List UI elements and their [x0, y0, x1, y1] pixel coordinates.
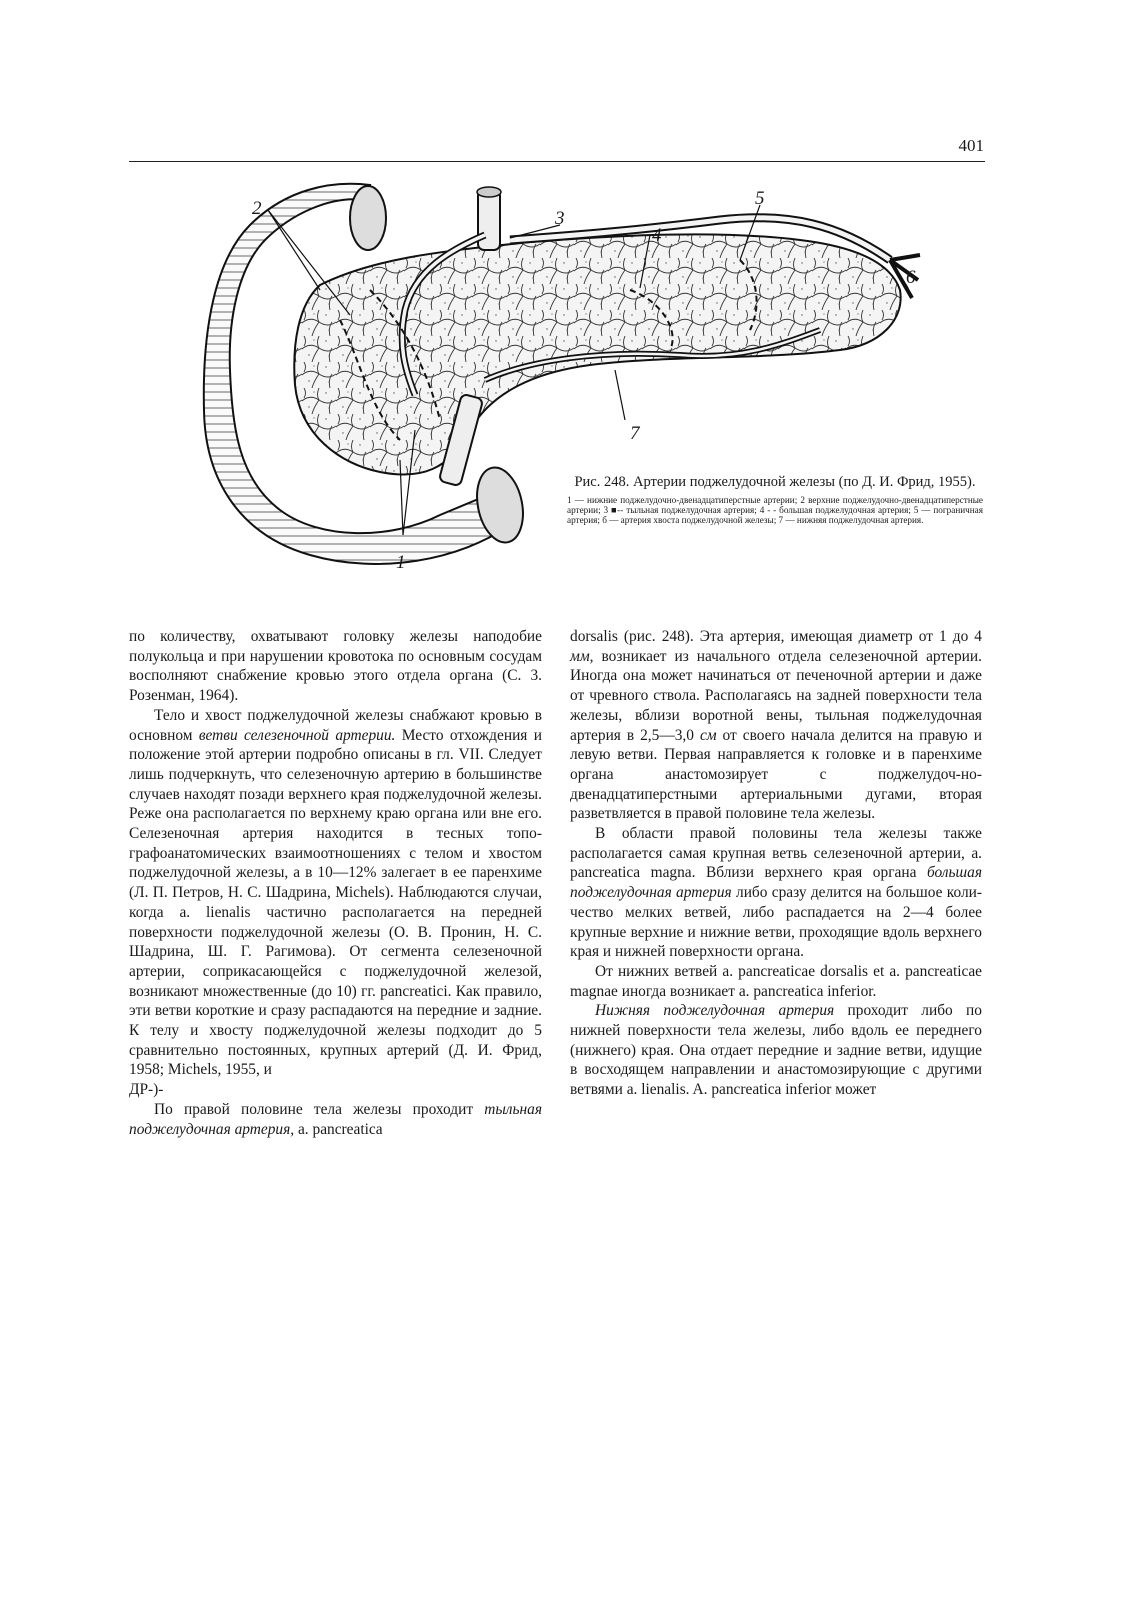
- text-run: Место отхождения и положение этой артерии подробно описаны в гл. VII. Следует лишь подчеркнуть, что селезеночную артерию в большинстве случаев находят позади верхнего края поджелудочной железы. Реже она располагается по верхнему краю органа или вне его. Селезеночная артерия находится в тесных топо-графоанатомических взаимоотношениях с телом и хвостом поджелудочной железы, а в 10—12% залегает в ее паренхиме (Л. П. Петров, Н. С. Шадрина, Michels). Наблюдаются случаи, когда a. lienalis частично располагается на передней поверхности поджелудочной железы (О. В. Пронин, Н. С. Шадрина, Ш. Г. Рагимова). От сегмента селезеночной артерии, соприкасающейся с поджелудочной железой, возникают множественные (до 10) гг. pancreatici. Как правило, эти ветви короткие и сразу распадаются на передние и задние. К телу и хвосту поджелудочной железы подходит до 5 сравнительно постоянных, крупных артерий (Д. И. Фрид, 1958; Michels, 1955, и: [129, 726, 542, 1079]
- figure-label-2: 2: [252, 198, 262, 219]
- text-run: от своего начала делится на правую и левую ветви. Первая направляется к головке и в паренхиме органа анастомозирует с поджелудоч-но-двенадцатиперстными артериальными дугами, вторая разветвляется в правой половине тела железы.: [570, 726, 982, 823]
- figure-label-7: 7: [630, 423, 640, 444]
- text-run: dorsalis (рис. 248). Эта артерия, имеющая диаметр от 1 до 4: [570, 628, 982, 645]
- pancreas-illustration: [200, 180, 980, 600]
- figure-label-5: 5: [755, 188, 765, 209]
- paragraph: по количеству, охватывают головку железы наподобие полукольца и при нарушении кровотока по основным сосудам восполняют снабжение кровью этого отдела органа (С. 3. Розенман, 1964).: [129, 628, 542, 705]
- italic-unit: мм,: [570, 647, 594, 665]
- figure-caption: [567, 473, 983, 525]
- text-run: проходит либо по нижней поверхности тела железы, либо вдоль ее переднего (нижнего) края. Она отдает передние и задние ветви, идущие в восходящем направлении и анастомозирующие с другими ветвями a. lienalis. A. pancreatica inferior может: [570, 1002, 982, 1099]
- italic-term: Нижняя поджелудочная артерия: [595, 1002, 835, 1020]
- caption-title: Рис. 248. Артерии поджелудочной железы (по Д. И. Фрид, 1955).: [574, 474, 976, 490]
- paragraph: [129, 1100, 542, 1139]
- text-run: либо сразу делится на большое количество мелких ветвей, либо распадается на 2—4 более крупные верхние и нижние ветви, проходящие вдоль верхнего края и нижней поверхности органа.: [570, 884, 983, 961]
- paragraph: [570, 1001, 982, 1100]
- right-column: [570, 627, 982, 1100]
- duodenum-lumen-top: [350, 186, 386, 250]
- figure-label-4: 4: [652, 225, 662, 246]
- figure-pancreas-arteries: [200, 180, 980, 600]
- left-column: [129, 627, 542, 1139]
- figure-label-6: 6: [906, 267, 916, 288]
- text-run: Тело и хвост поджелудочной железы снабжают кровью в основном: [129, 706, 542, 744]
- text-run: возникает из начального отдела селезеночной артерии. Иногда она может начинаться от печеночной артерии и даже от чревного ствола. Располагаясь на задней поверхности тела железы, вблизи воротной вены, тыльная поджелудочная артерия в 2,5—3,0: [570, 647, 982, 744]
- page-number: 401: [958, 136, 984, 155]
- paragraph: [570, 824, 982, 962]
- header-rule: [129, 161, 985, 162]
- italic-term: большая поджелудочная артерия: [570, 864, 982, 902]
- caption-legend: 1 — нижние поджелудочно-двенадцатиперстные артерии; 2 верхние поджелудочно-двенадцатиперстные артерии; 3 ■-- тыльная поджелудочная артерия; 4 - - большая поджелудочная артерия; 5 — пограничная артерия; б — артерия хвоста поджелудочной железы; 7 — нижняя поджелудочная артерия.: [567, 495, 983, 525]
- italic-unit: см: [699, 726, 717, 744]
- paragraph-tail: ДР-)-: [129, 1081, 164, 1099]
- celiac-trunk: [478, 190, 500, 250]
- text-run: В области правой половины тела железы также располагается самая крупная ветвь селезеночной артерии, a. pancreatica magna. Вблизи верхнего края органа: [570, 825, 982, 882]
- paragraph: [570, 627, 982, 824]
- figure-label-3: 3: [555, 208, 565, 229]
- figure-label-1: 1: [396, 552, 406, 573]
- italic-term: тыльная поджелудочная артерия,: [129, 1100, 542, 1138]
- text-run: По правой половине тела железы проходит: [154, 1100, 485, 1118]
- text-run: a. pancreatica: [294, 1120, 383, 1138]
- paragraph: [129, 706, 542, 1080]
- italic-term: ветви селезеночной артерии.: [198, 726, 396, 744]
- paragraph: От нижних ветвей a. pancreaticae dorsalis et a. pancreaticae magnae иногда возникает a. pancreatica inferior.: [570, 962, 982, 1000]
